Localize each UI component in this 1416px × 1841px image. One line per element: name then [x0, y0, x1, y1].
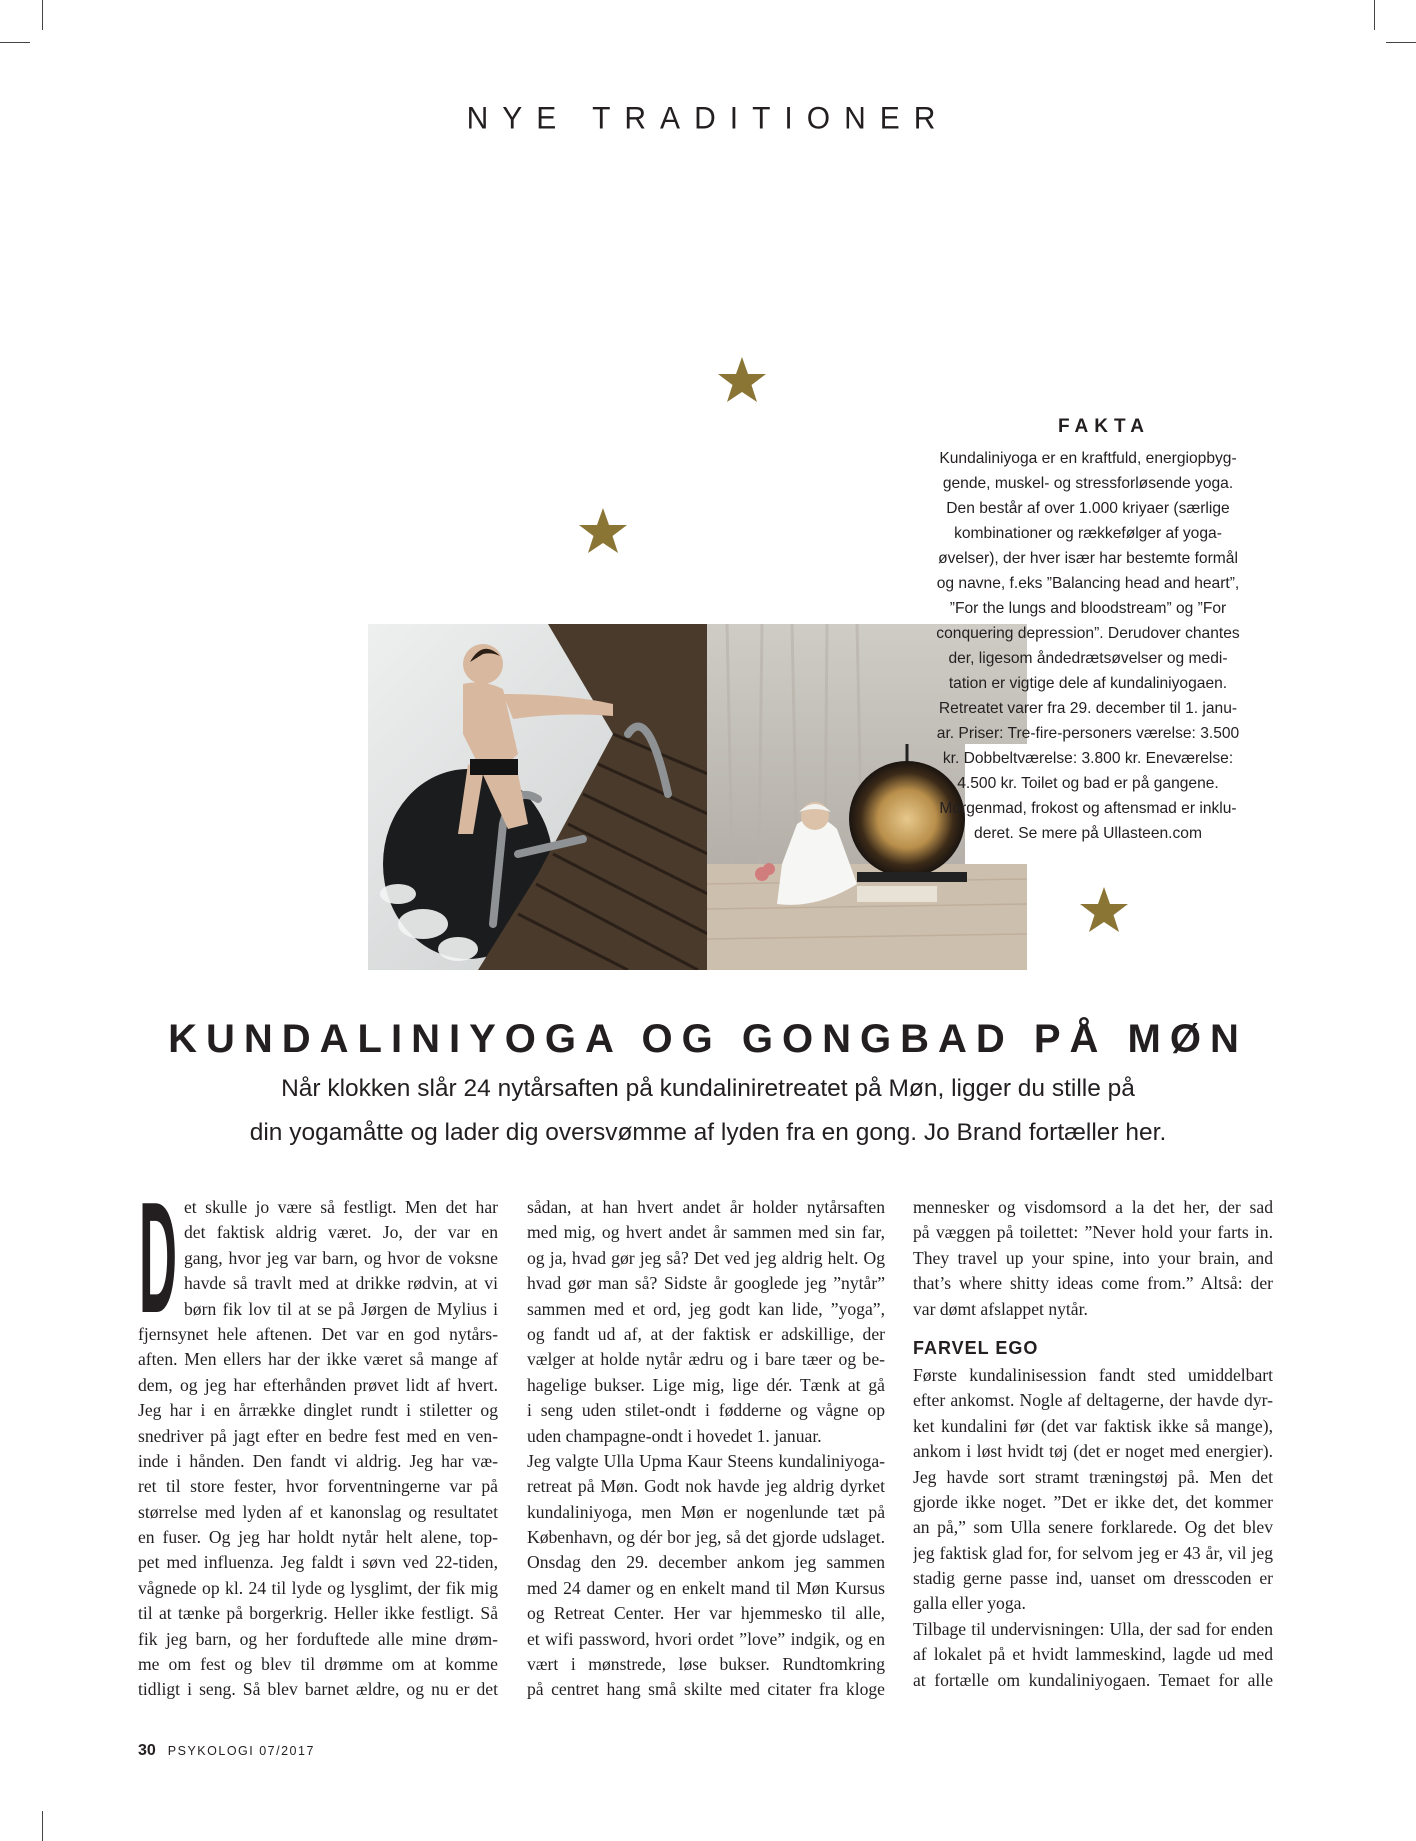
body-line: af lokalet på et hvidt lammeskind, lagde ud med: [913, 1644, 1273, 1665]
body-line: me om fest og blev til drømme om at komme: [138, 1654, 498, 1675]
fakta-line: der, ligesom åndedrætsøvelser og medi-: [948, 650, 1228, 667]
fakta-line: og navne, f.eks ”Balancing head and heart”,: [936, 575, 1240, 592]
body-line: børn fik lov til at se på Jørgen de Mylius i: [184, 1298, 498, 1319]
body-line: med 24 damer og en enkelt mand til Møn Kursus: [527, 1577, 885, 1598]
body-line: pet med influenza. Jeg faldt i søvn ved 22-tiden,: [138, 1552, 498, 1573]
crop-mark: [42, 0, 43, 30]
fakta-line: kr. Dobbeltværelse: 3.800 kr. Eneværelse:: [942, 750, 1234, 767]
body-line: det faktisk aldrig været. Jo, der var en: [184, 1222, 498, 1243]
body-line: et wifi password, hvori ordet ”love” indgik, og en: [527, 1628, 885, 1649]
body-line: hagelige bukser. Lige mig, lige dér. Tænk at gå: [527, 1374, 885, 1395]
body-line: og fandt ud af, at der faktisk er adskillige, der: [527, 1323, 885, 1344]
section-label: NYE TRADITIONER: [466, 101, 950, 136]
fakta-line: deret. Se mere på Ullasteen.com: [974, 825, 1202, 842]
body-line: stadig gerne passe ind, uanset om dresscoden er: [913, 1568, 1273, 1589]
body-line: dem, og jeg har efterhånden prøvet lidt af hvert.: [138, 1374, 498, 1395]
fakta-title: FAKTA: [1058, 416, 1150, 437]
body-line: en fuser. Og jeg har holdt nytår helt alene, top-: [138, 1527, 498, 1548]
body-column-2: [527, 1195, 885, 1703]
star-icon: [1079, 886, 1129, 934]
body-line: et skulle jo være så festligt. Men det har: [184, 1197, 498, 1217]
body-line: hvad gør man så? Sidste år googlede jeg ”nytår”: [527, 1273, 885, 1294]
page-number: 30: [138, 1742, 156, 1759]
crop-mark: [42, 1811, 43, 1841]
fakta-line: Kundaliniyoga er en kraftfuld, energiopbyg-: [939, 450, 1237, 467]
body-line: på væggen på toilettet: ”Never hold your farts in.: [913, 1222, 1273, 1243]
body-line: ret til store fester, hvor forventningerne var på: [138, 1476, 498, 1497]
body-line: jeg faktisk glad for, for selvom jeg er 43 år, vil jeg: [913, 1542, 1273, 1563]
body-line: og ja, hvad gør jeg så? Det ved jeg aldrig helt. Og: [527, 1247, 885, 1268]
fakta-line: ”For the lungs and bloodstream” og ”For: [949, 600, 1227, 617]
body-line: var dømt afslappet nytår.: [913, 1298, 1088, 1319]
crop-mark: [1374, 0, 1375, 30]
body-line: They travel up your spine, into your brain, and: [913, 1247, 1273, 1268]
body-line: kundaliniyoga, men Møn er nogenlunde tæt på: [527, 1501, 885, 1522]
section-subhead: FARVEL EGO: [913, 1337, 1039, 1358]
article-deck: [0, 1067, 1416, 1155]
body-line: til at tænke på borgerkrig. Heller ikke festligt. Så: [138, 1603, 498, 1624]
body-line: København, og dér bor jeg, så det gjorde udslaget.: [527, 1527, 885, 1548]
body-line: med mig, og hvert andet år sammen med sin far,: [527, 1222, 885, 1243]
fakta-line: 4.500 kr. Toilet og bad er på gangene.: [957, 775, 1219, 792]
body-column-3: [913, 1195, 1273, 1693]
fakta-line: ar. Priser: Tre-fire-personers værelse: 3.500: [936, 725, 1240, 742]
body-line: Tilbage til undervisningen: Ulla, der sad for enden: [913, 1618, 1273, 1639]
body-line: Jeg har i en årrække dinglet rundt i stiletter og: [138, 1400, 498, 1421]
fakta-line: Retreatet varer fra 29. december til 1. janu-: [938, 700, 1238, 717]
body-line: efter ankomst. Nogle af deltagerne, der havde dyr-: [913, 1390, 1273, 1411]
body-column-1: [138, 1195, 498, 1703]
body-line: Jeg valgte Ulla Upma Kaur Steens kundaliniyoga-: [527, 1450, 885, 1471]
fakta-line: Den består af over 1.000 kriyaer (særlige: [946, 500, 1230, 517]
body-line: snedriver på jagt efter en bedre fest med en ven-: [138, 1425, 498, 1446]
crop-mark: [0, 42, 30, 43]
svg-text:D: D: [139, 1198, 177, 1316]
fakta-line: øvelser), der hver især har bestemte formål: [938, 550, 1238, 567]
star-icon: [717, 356, 767, 404]
body-line: sådan, at han hvert andet år holder nytårsaften: [527, 1197, 885, 1217]
deck-line: Når klokken slår 24 nytårsaften på kundaliniretreatet på Møn, ligger du stille på: [281, 1075, 1135, 1102]
page-footer: [138, 1742, 315, 1760]
body-line: vælger at holde nytår ædru og i bare tæer og be-: [527, 1349, 885, 1370]
body-line: aften. Men ellers har der ikke været så mange af: [138, 1349, 498, 1370]
body-line: Onsdag den 29. december ankom jeg sammen: [527, 1552, 885, 1573]
body-line: i seng uden stilet-ondt i fødderne og vågne op: [527, 1400, 885, 1421]
body-line: vågnede op kl. 24 til lyde og lysglimt, der fik mig: [138, 1577, 498, 1598]
body-line: uden champagne-ondt i hovedet 1. januar.: [527, 1425, 822, 1446]
body-line: tidligt i seng. Så blev barnet ældre, og nu er det: [138, 1679, 498, 1700]
body-line: gjorde ikke noget. ”Det er ikke det, det kommer: [913, 1491, 1273, 1512]
article-headline: KUNDALINIYOGA OG GONGBAD PÅ MØN: [168, 1017, 1248, 1061]
magazine-issue: PSYKOLOGI 07/2017: [167, 1744, 315, 1758]
body-line: that’s where shitty ideas come from.” Altså: der: [913, 1273, 1273, 1294]
body-line: og Retreat Center. Her var hjemmesko til alle,: [527, 1603, 885, 1624]
fakta-line: tation er vigtige dele af kundaliniyogaen.: [948, 675, 1228, 692]
body-line: an på,” som Ulla senere forklarede. Og det blev: [913, 1517, 1273, 1538]
body-line: på centret hang små skilte med citater fra kloge: [527, 1679, 885, 1700]
body-line: inde i hånden. Den fandt vi aldrig. Jeg har væ-: [138, 1450, 498, 1471]
fakta-line: kombinationer og rækkefølger af yoga-: [954, 525, 1222, 542]
body-line: mennesker og visdomsord a la det her, der sad: [913, 1197, 1273, 1217]
body-line: at fortælle om kundaliniyogaen. Temaet for alle: [913, 1669, 1273, 1690]
body-line: retreat på Møn. Godt nok havde jeg aldrig dyrket: [527, 1476, 885, 1497]
body-line: ankom i løst hvidt tøj (det er noget med energier).: [913, 1441, 1273, 1462]
body-line: fik jeg barn, og her forduftede alle mine drøm-: [138, 1628, 498, 1649]
body-line: gang, hvor jeg var barn, og hvor de voksne: [184, 1247, 498, 1268]
body-line: Første kundalinisession fandt sted umiddelbart: [913, 1364, 1273, 1385]
fakta-line: conquering depression”. Derudover chantes: [936, 625, 1240, 642]
deck-line: din yogamåtte og lader dig oversvømme af lyden fra en gong. Jo Brand fortæller her.: [249, 1119, 1167, 1146]
fakta-line: Morgenmad, frokost og aftensmad er inklu-: [939, 800, 1237, 817]
body-line: galla eller yoga.: [913, 1593, 1026, 1614]
ice-bathing-photo: [368, 624, 708, 970]
star-icon: [578, 507, 628, 555]
body-line: ket kundalini før (det var faktisk ikke så mange),: [913, 1415, 1273, 1436]
body-line: sammen med et ord, jeg godt kan lide, ”yoga”,: [527, 1298, 885, 1319]
body-line: vært i mønstrede, løse bukser. Rundtomkring: [527, 1654, 885, 1675]
body-line: havde så travlt med at drikke rødvin, at vi: [184, 1273, 498, 1294]
body-line: fjernsynet hele aftenen. Det var en god nytårs-: [138, 1323, 498, 1344]
crop-mark: [1386, 42, 1416, 43]
fakta-box: [923, 446, 1253, 846]
body-line: Jeg havde sort stramt træningstøj på. Men det: [913, 1466, 1273, 1487]
fakta-line: gende, muskel- og stressforløsende yoga.: [942, 475, 1234, 492]
body-line: størrelse med lyden af et kanonslag og resultatet: [138, 1501, 498, 1522]
